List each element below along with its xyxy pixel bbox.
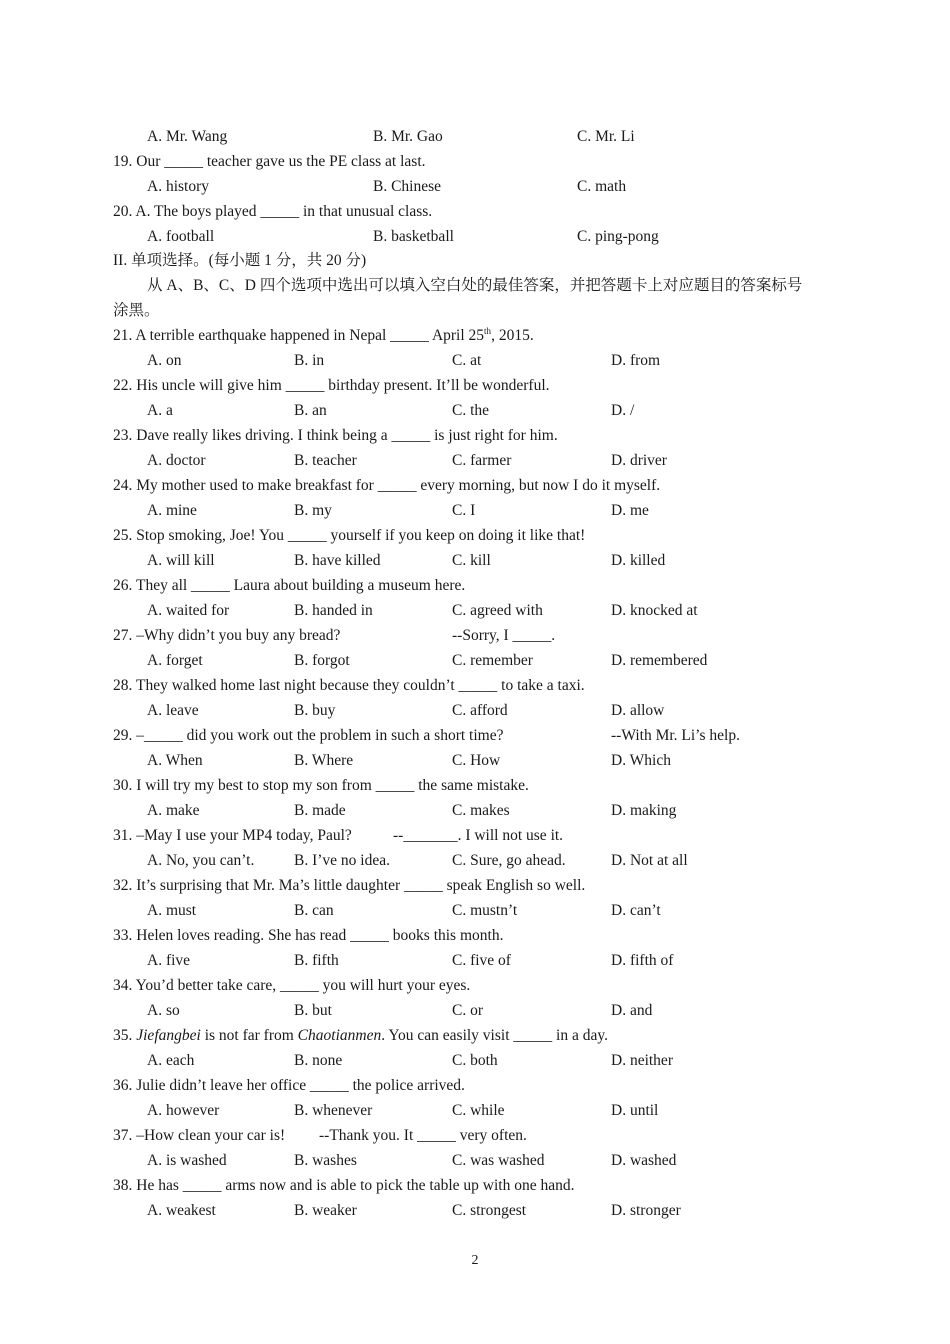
question-33: 33. Helen loves reading. She has read _____ books this month. [113,927,504,944]
option-a: A. leave [147,702,199,719]
option-c: C. afford [452,702,508,719]
option-b: B. have killed [294,552,381,569]
option-c: C. ping-pong [577,228,659,245]
question-38: 38. He has _____ arms now and is able to pick the table up with one hand. [113,1177,575,1194]
option-b: B. fifth [294,952,339,969]
option-c: C. strongest [452,1202,527,1219]
option-a: A. on [147,352,182,369]
option-c: C. makes [452,802,510,819]
option-a: A. No, you can’t. [147,852,255,869]
place-name-chaotianmen: Chaotianmen [297,1027,382,1044]
option-d: D. allow [611,702,665,719]
question-27: 27. –Why didn’t you buy any bread? [113,627,341,644]
option-b: B. made [294,802,346,819]
option-b: B. Where [294,752,354,769]
option-a: A. however [147,1102,220,1119]
option-b: B. my [294,502,332,519]
option-c: C. while [452,1102,505,1119]
question-32: 32. It’s surprising that Mr. Ma’s little daughter _____ speak English so well. [113,877,586,894]
question-37-reply: --Thank you. It _____ very often. [319,1127,527,1144]
option-c: C. the [452,402,490,419]
option-c: C. five of [452,952,511,969]
option-b: B. teacher [294,452,357,469]
option-b: B. but [294,1002,332,1019]
option-c: C. Sure, go ahead. [452,852,566,869]
option-a: A. five [147,952,191,969]
option-b: B. weaker [294,1202,357,1219]
superscript-th: th [484,325,492,336]
question-28: 28. They walked home last night because they couldn’t _____ to take a taxi. [113,677,585,694]
option-a: A. each [147,1052,195,1069]
option-c: C. mustn’t [452,902,518,919]
option-a: A. will kill [147,552,215,569]
option-d: D. / [611,402,635,419]
question-29: 29. –_____ did you work out the problem in such a short time? [113,727,504,744]
option-d: D. me [611,502,649,519]
question-37: 37. –How clean your car is! [113,1127,286,1144]
question-21 [113,326,534,346]
option-a: A. football [147,228,215,245]
option-d: D. can’t [611,902,661,919]
option-a: A. doctor [147,452,206,469]
option-b: B. in [294,352,325,369]
option-a: A. history [147,178,209,195]
question-31-reply: --_______. I will not use it. [393,827,564,844]
option-c: C. math [577,178,627,195]
question-19: 19. Our _____ teacher gave us the PE class at last. [113,153,426,170]
option-d: D. knocked at [611,602,698,619]
option-b: B. Chinese [373,178,442,195]
option-b: B. can [294,902,334,919]
option-a: A. Mr. Wang [147,128,228,145]
question-22: 22. His uncle will give him _____ birthday present. It’ll be wonderful. [113,377,550,394]
option-d: D. killed [611,552,666,569]
option-b: B. whenever [294,1102,373,1119]
option-d: D. neither [611,1052,673,1069]
page-number: 2 [471,1253,479,1268]
question-21-text: 21. A terrible earthquake happened in Nepal _____ April 25 [113,327,485,344]
option-c: C. at [452,352,482,369]
option-b: B. buy [294,702,336,719]
option-c: C. Mr. Li [577,128,635,145]
option-a: A. waited for [147,602,230,619]
option-d: D. driver [611,452,667,469]
question-25: 25. Stop smoking, Joe! You _____ yourself if you keep on doing it like that! [113,527,586,544]
option-b: B. basketball [373,228,454,245]
option-d: D. Not at all [611,852,688,869]
option-a: A. forget [147,652,203,669]
question-30: 30. I will try my best to stop my son from _____ the same mistake. [113,777,529,794]
option-c: C. agreed with [452,602,543,619]
section-title: II. 单项选择。(每小题 1 分，共 20 分) [113,252,367,269]
option-a: A. When [147,752,203,769]
option-d: D. remembered [611,652,708,669]
section-instruction: 从 A、B、C、D 四个选项中选出可以填入空白处的最佳答案，并把答题卡上对应题目的答案标号 [147,277,803,294]
option-c: C. or [452,1002,483,1019]
option-a: A. is washed [147,1152,227,1169]
option-d: D. fifth of [611,952,674,969]
section-instruction-cont: 涂黑。 [113,302,160,319]
option-c: C. farmer [452,452,512,469]
question-35-text: is not far from [200,1027,298,1044]
question-36: 36. Julie didn’t leave her office _____ the police arrived. [113,1077,465,1094]
option-b: B. none [294,1052,343,1069]
option-b: B. Mr. Gao [373,128,443,145]
option-d: D. from [611,352,661,369]
option-b: B. an [294,402,327,419]
option-a: A. a [147,402,173,419]
option-b: B. I’ve no idea. [294,852,390,869]
option-b: B. washes [294,1152,357,1169]
option-d: D. until [611,1102,659,1119]
question-34: 34. You’d better take care, _____ you will hurt your eyes. [113,977,471,994]
option-b: B. forgot [294,652,350,669]
option-d: D. washed [611,1152,677,1169]
option-a: A. weakest [147,1202,216,1219]
option-c: C. How [452,752,501,769]
question-31: 31. –May I use your MP4 today, Paul? [113,827,352,844]
question-21-text-end: , 2015. [491,327,534,344]
question-35-number: 35. [113,1027,137,1044]
option-d: D. making [611,802,677,819]
option-a: A. mine [147,502,197,519]
question-29-reply: --With Mr. Li’s help. [611,727,740,744]
option-d: D. and [611,1002,653,1019]
question-24: 24. My mother used to make breakfast for _____ every morning, but now I do it myself. [113,477,661,494]
option-a: A. make [147,802,200,819]
question-26: 26. They all _____ Laura about building a museum here. [113,577,466,594]
option-d: D. Which [611,752,671,769]
question-23: 23. Dave really likes driving. I think being a _____ is just right for him. [113,427,558,444]
question-35 [113,1026,608,1046]
option-c: C. both [452,1052,498,1069]
option-a: A. so [147,1002,180,1019]
option-c: C. I [452,502,476,519]
question-20: 20. A. The boys played _____ in that unusual class. [113,203,433,220]
question-35-text-end: . You can easily visit _____ in a day. [381,1027,608,1044]
option-d: D. stronger [611,1202,681,1219]
place-name-jiefangbei: Jiefangbei [136,1027,201,1044]
question-27-reply: --Sorry, I _____. [452,627,556,644]
option-c: C. was washed [452,1152,545,1169]
option-c: C. kill [452,552,491,569]
option-b: B. handed in [294,602,373,619]
option-a: A. must [147,902,197,919]
option-c: C. remember [452,652,533,669]
